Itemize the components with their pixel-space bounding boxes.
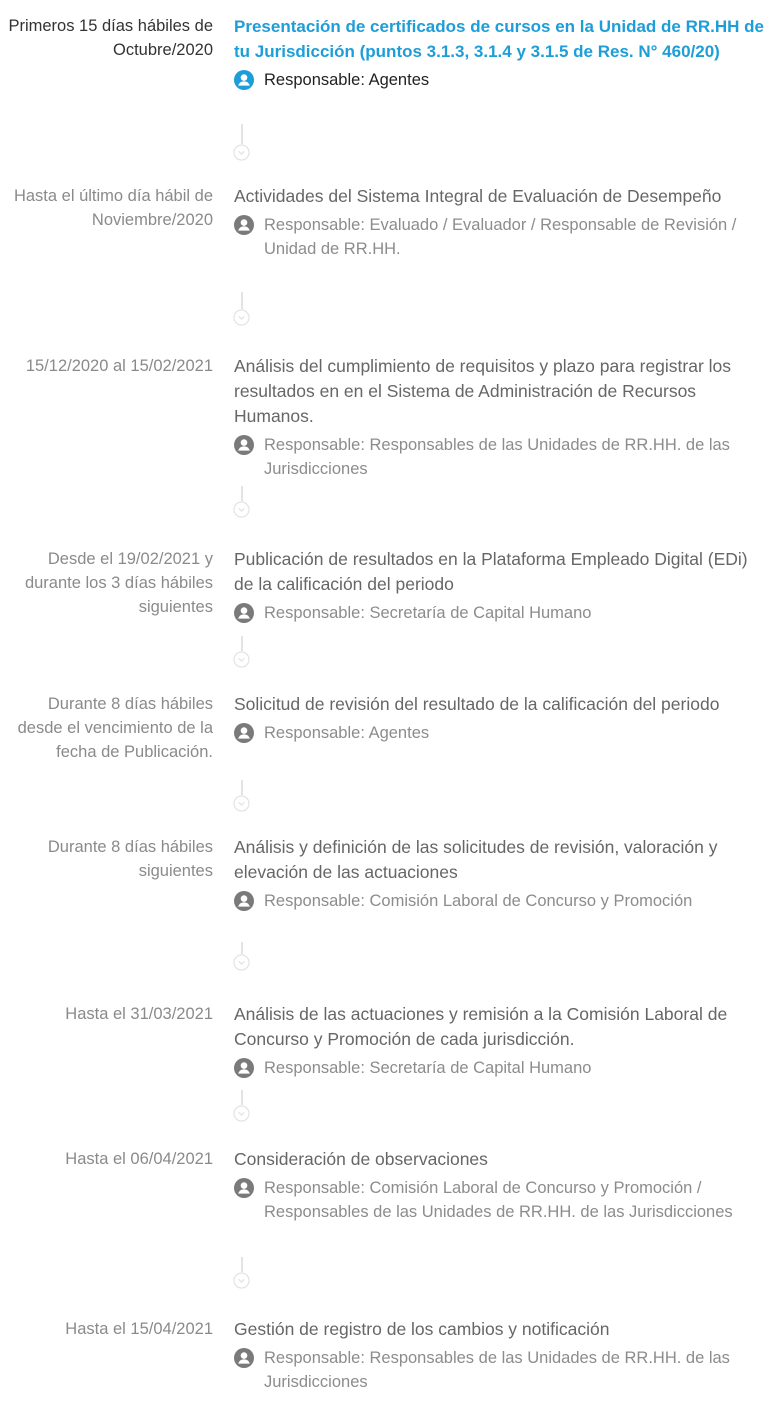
responsible-label: Responsable: Agentes — [264, 724, 430, 742]
timeline-title: Consideración de observaciones — [234, 1149, 488, 1169]
timeline-date: Durante 8 días hábiles siguientes — [47, 838, 213, 880]
user-circle-icon — [234, 1178, 254, 1198]
responsible-label: Responsable: Comisión Laboral de Concurso y Promoción / Responsables de las Unidades de RR.HH. de las Jurisdicciones — [264, 1179, 733, 1221]
chevron-down-circle-icon — [233, 501, 250, 518]
timeline-date: 15/12/2020 al 15/02/2021 — [25, 357, 213, 375]
timeline-title: Presentación de certificados de cursos en la Unidad de RR.HH de tu Jurisdicción (puntos 3.1.3, 3.1.4 y 3.1.5 de Res. N° 460/20) — [234, 17, 764, 61]
timeline-title: Solicitud de revisión del resultado de la calificación del periodo — [234, 694, 720, 714]
timeline-content — [234, 14, 766, 92]
timeline-date: Hasta el 06/04/2021 — [65, 1150, 213, 1168]
timeline-title: Gestión de registro de los cambios y notificación — [234, 1319, 610, 1339]
timeline-responsible — [234, 1056, 766, 1080]
timeline-connector — [233, 942, 251, 994]
user-circle-icon — [234, 723, 254, 743]
timeline-date: Hasta el último día hábil de Noviembre/2020 — [13, 187, 213, 229]
chevron-down-circle-icon — [233, 1105, 250, 1122]
user-circle-icon — [234, 603, 254, 623]
user-circle-icon — [234, 215, 254, 235]
timeline-title: Análisis y definición de las solicitudes de revisión, valoración y elevación de las actuaciones — [234, 837, 718, 882]
timeline-content — [234, 184, 766, 261]
timeline-connector — [233, 486, 251, 536]
responsible-label: Responsable: Secretaría de Capital Humano — [264, 1059, 592, 1077]
timeline-responsible — [234, 68, 766, 92]
timeline-connector — [233, 636, 251, 680]
timeline-content — [234, 692, 766, 745]
chevron-down-circle-icon — [233, 1272, 250, 1289]
responsible-label: Responsable: Secretaría de Capital Humano — [264, 604, 592, 622]
user-circle-icon — [234, 891, 254, 911]
timeline-content — [234, 835, 766, 913]
timeline-content — [234, 1147, 766, 1224]
timeline-date: Primeros 15 días hábiles de Octubre/2020 — [8, 17, 213, 59]
responsible-label: Responsable: Comisión Laboral de Concurso y Promoción — [264, 892, 693, 910]
timeline-title: Publicación de resultados en la Plataforma Empleado Digital (EDi) de la calificación del periodo — [234, 549, 748, 594]
responsible-label: Responsable: Agentes — [264, 71, 430, 89]
user-circle-icon — [234, 70, 254, 90]
chevron-down-circle-icon — [233, 954, 250, 971]
timeline-connector — [233, 124, 251, 176]
timeline-date: Hasta el 15/04/2021 — [65, 1320, 213, 1338]
responsible-label: Responsable: Responsables de las Unidades de RR.HH. de las Jurisdicciones — [264, 1349, 730, 1391]
timeline-responsible — [234, 433, 766, 481]
timeline-responsible — [234, 213, 766, 261]
user-circle-icon — [234, 1348, 254, 1368]
user-circle-icon — [234, 1058, 254, 1078]
timeline-content — [234, 1317, 766, 1394]
timeline-responsible — [234, 721, 766, 745]
timeline-connector — [233, 1257, 251, 1307]
timeline-responsible — [234, 1176, 766, 1224]
timeline-date: Hasta el 31/03/2021 — [65, 1005, 213, 1023]
responsible-label: Responsable: Evaluado / Evaluador / Responsable de Revisión / Unidad de RR.HH. — [264, 216, 737, 258]
user-circle-icon — [234, 435, 254, 455]
timeline-responsible — [234, 889, 766, 913]
responsible-label: Responsable: Responsables de las Unidades de RR.HH. de las Jurisdicciones — [264, 436, 730, 478]
timeline-title: Actividades del Sistema Integral de Evaluación de Desempeño — [234, 186, 722, 206]
timeline-responsible — [234, 601, 766, 625]
timeline-responsible — [234, 1346, 766, 1394]
chevron-down-circle-icon — [233, 651, 250, 668]
timeline-date: Durante 8 días hábiles desde el vencimiento de la fecha de Publicación. — [17, 695, 213, 761]
chevron-down-circle-icon — [233, 795, 250, 812]
timeline-content — [234, 354, 766, 481]
chevron-down-circle-icon — [233, 309, 250, 326]
timeline-connector — [233, 1090, 251, 1134]
chevron-down-circle-icon — [233, 144, 250, 161]
timeline-title: Análisis de las actuaciones y remisión a la Comisión Laboral de Concurso y Promoción de cada jurisdicción. — [234, 1004, 728, 1049]
timeline-date: Desde el 19/02/2021 y durante los 3 días hábiles siguientes — [24, 550, 213, 616]
timeline-connector — [233, 780, 251, 824]
timeline-content — [234, 1002, 766, 1080]
timeline-content — [234, 547, 766, 625]
timeline-connector — [233, 292, 251, 344]
timeline-title: Análisis del cumplimiento de requisitos y plazo para registrar los resultados en en el Sistema de Administración de Recursos Humanos. — [234, 356, 732, 426]
